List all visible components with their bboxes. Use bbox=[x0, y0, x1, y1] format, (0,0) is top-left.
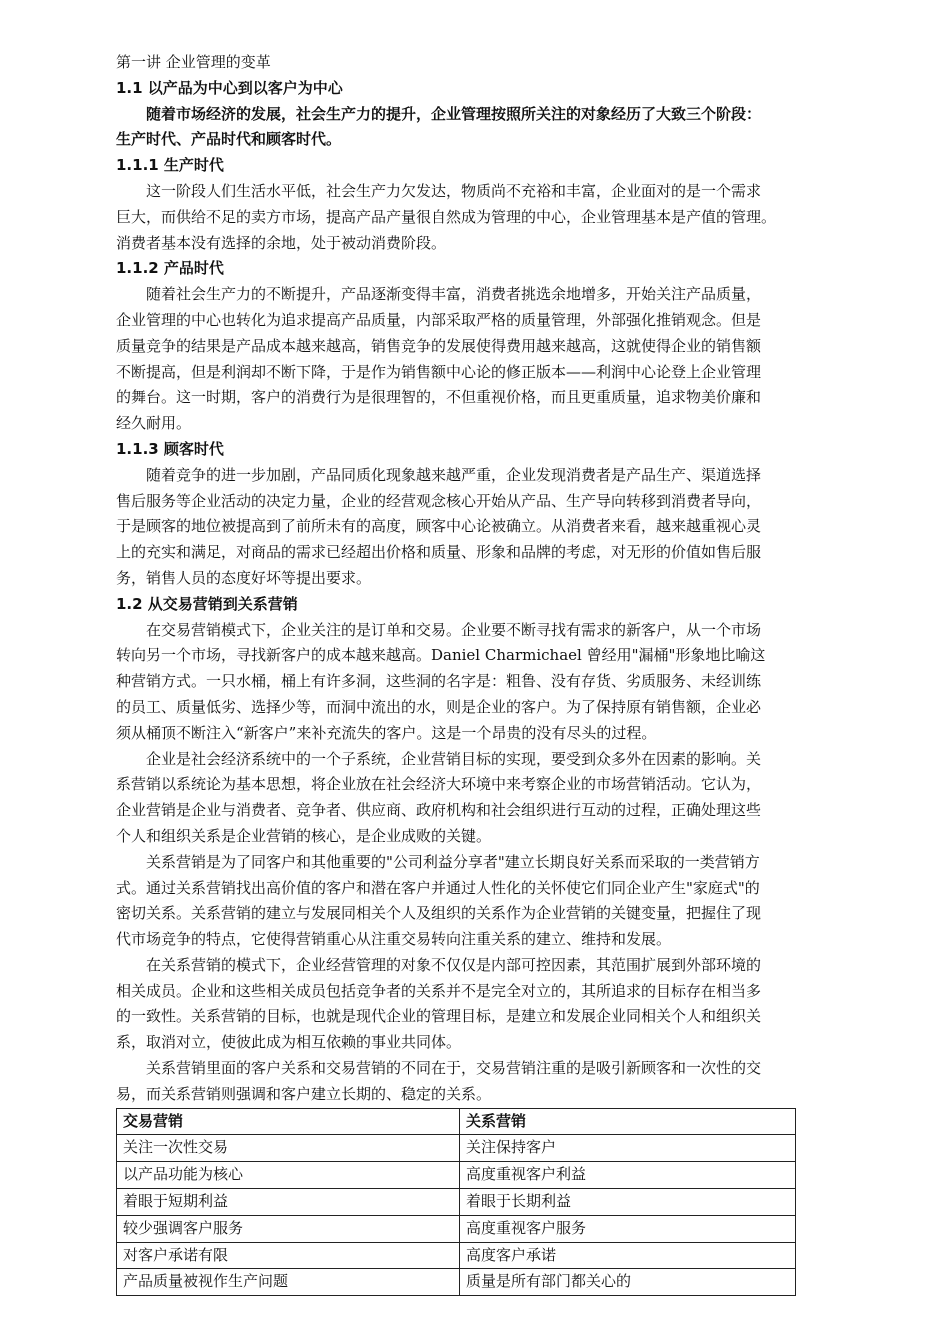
body-line: 系，取消对立，使彼此成为相互依赖的事业共同体。 bbox=[116, 1033, 462, 1052]
section-1-1-3-body bbox=[116, 463, 836, 592]
body-line: 相关成员。企业和这些相关成员包括竞争者的关系并不是完全对立的，其所追求的目标存在相当多 bbox=[116, 981, 762, 1000]
section-1-2-paragraph-1 bbox=[116, 618, 836, 747]
table-cell: 产品质量被视作生产问题 bbox=[117, 1269, 460, 1296]
body-line: 这一阶段人们生活水平低，社会生产力欠发达，物质尚不充裕和丰富，企业面对的是一个需求 bbox=[146, 181, 762, 200]
table-row bbox=[117, 1242, 796, 1269]
document-page bbox=[116, 50, 836, 1296]
body-line: 企业营销是企业与消费者、竞争者、供应商、政府机构和社会组织进行互动的过程，正确处理这些 bbox=[116, 801, 762, 820]
body-line: 转向另一个市场，寻找新客户的成本越来越高。Daniel Charmichael 曾经用"漏桶"形象地比喻这 bbox=[116, 646, 766, 665]
table-cell: 关注一次性交易 bbox=[117, 1135, 460, 1162]
body-line: 的员工、质量低劣、选择少等，而洞中流出的水，则是企业的客户。为了保持原有销售额，企业必 bbox=[116, 697, 762, 716]
body-line: 种营销方式。一只水桶，桶上有许多洞，这些洞的名字是：粗鲁、没有存货、劣质服务、未经训练 bbox=[116, 672, 762, 691]
section-1-1-1-heading: 1.1.1 生产时代 bbox=[116, 156, 224, 175]
section-1-1-2-heading: 1.1.2 产品时代 bbox=[116, 259, 224, 278]
body-line: 代市场竞争的特点，它使得营销重心从注重交易转向注重关系的建立、维持和发展。 bbox=[116, 930, 672, 949]
body-line: 经久耐用。 bbox=[116, 414, 192, 433]
table-cell: 高度客户承诺 bbox=[460, 1242, 796, 1269]
body-line: 在关系营销的模式下，企业经营管理的对象不仅仅是内部可控因素，其范围扩展到外部环境的 bbox=[146, 955, 762, 974]
section-1-2-paragraph-2 bbox=[116, 747, 836, 850]
column-header-relationship: 关系营销 bbox=[460, 1108, 796, 1135]
body-line: 企业管理的中心也转化为追求提高产品质量，内部采取严格的质量管理，外部强化推销观念。但是 bbox=[116, 310, 762, 329]
table-cell: 高度重视客户服务 bbox=[460, 1215, 796, 1242]
section-1-1-2-body bbox=[116, 282, 836, 437]
body-line: 质量竞争的结果是产品成本越来越高，销售竞争的发展使得费用越来越高，这就使得企业的销售额 bbox=[116, 336, 762, 355]
table-row bbox=[117, 1215, 796, 1242]
body-line: 关系营销里面的客户关系和交易营销的不同在于，交易营销注重的是吸引新顾客和一次性的交 bbox=[146, 1059, 762, 1078]
lecture-title: 第一讲 企业管理的变革 bbox=[116, 53, 271, 71]
body-line: 须从桶顶不断注入“新客户”来补充流失的客户。这是一个昂贵的没有尽头的过程。 bbox=[116, 723, 657, 742]
intro-line: 生产时代、产品时代和顾客时代。 bbox=[116, 130, 342, 149]
comparison-table bbox=[116, 1108, 796, 1297]
body-line: 巨大，而供给不足的卖方市场，提高产品产量很自然成为管理的中心，企业管理基本是产值的管理。 bbox=[116, 207, 777, 226]
table-cell: 关注保持客户 bbox=[460, 1135, 796, 1162]
section-1-2-paragraph-4 bbox=[116, 953, 836, 1056]
body-line: 在交易营销模式下，企业关注的是订单和交易。企业要不断寻找有需求的新客户，从一个市场 bbox=[146, 620, 762, 639]
table-cell: 对客户承诺有限 bbox=[117, 1242, 460, 1269]
section-1-2-heading: 1.2 从交易营销到关系营销 bbox=[116, 594, 298, 613]
body-line: 不断提高，但是利润却不断下降，于是作为销售额中心论的修正版本——利润中心论登上企业管理 bbox=[116, 362, 762, 381]
body-line: 企业是社会经济系统中的一个子系统，企业营销目标的实现，要受到众多外在因素的影响。关 bbox=[146, 749, 762, 768]
body-line: 于是顾客的地位被提高到了前所未有的高度，顾客中心论被确立。从消费者来看，越来越重视心灵 bbox=[116, 517, 762, 536]
table-row bbox=[117, 1162, 796, 1189]
table-row bbox=[117, 1135, 796, 1162]
body-line: 随着竞争的进一步加剧，产品同质化现象越来越严重，企业发现消费者是产品生产、渠道选择 bbox=[146, 465, 762, 484]
section-1-1-1-body bbox=[116, 179, 836, 256]
table-cell: 较少强调客户服务 bbox=[117, 1215, 460, 1242]
intro-line: 随着市场经济的发展，社会生产力的提升，企业管理按照所关注的对象经历了大致三个阶段： bbox=[146, 104, 762, 123]
body-line: 随着社会生产力的不断提升，产品逐渐变得丰富，消费者挑选余地增多，开始关注产品质量， bbox=[146, 285, 762, 304]
body-line: 的舞台。这一时期，客户的消费行为是很理智的，不但重视价格，而且更重质量，追求物美价廉和 bbox=[116, 388, 762, 407]
section-1-1-heading: 1.1 以产品为中心到以客户为中心 bbox=[116, 78, 343, 97]
section-1-2-paragraph-3 bbox=[116, 850, 836, 953]
body-line: 消费者基本没有选择的余地，处于被动消费阶段。 bbox=[116, 233, 447, 252]
table-row bbox=[117, 1269, 796, 1296]
column-header-transactional: 交易营销 bbox=[117, 1108, 460, 1135]
body-line: 关系营销是为了同客户和其他重要的"公司利益分享者"建立长期良好关系而采取的一类营销方 bbox=[146, 852, 760, 871]
section-1-2-paragraph-5 bbox=[116, 1056, 836, 1108]
body-line: 的一致性。关系营销的目标，也就是现代企业的管理目标，是建立和发展企业同相关个人和组织关 bbox=[116, 1007, 762, 1026]
table-cell: 高度重视客户利益 bbox=[460, 1162, 796, 1189]
body-line: 上的充实和满足，对商品的需求已经超出价格和质量、形象和品牌的考虑，对无形的价值如售后服 bbox=[116, 543, 762, 562]
body-line: 式。通过关系营销找出高价值的客户和潜在客户并通过人性化的关怀使它们同企业产生"家庭式"的 bbox=[116, 878, 760, 897]
table-cell: 质量是所有部门都关心的 bbox=[460, 1269, 796, 1296]
section-1-1-intro bbox=[116, 102, 836, 154]
table-row bbox=[117, 1189, 796, 1216]
table-cell: 着眼于短期利益 bbox=[117, 1189, 460, 1216]
body-line: 个人和组织关系是企业营销的核心，是企业成败的关键。 bbox=[116, 826, 492, 845]
body-line: 务，销售人员的态度好坏等提出要求。 bbox=[116, 568, 372, 587]
body-line: 售后服务等企业活动的决定力量，企业的经营观念核心开始从产品、生产导向转移到消费者导向， bbox=[116, 491, 762, 510]
body-line: 易，而关系营销则强调和客户建立长期的、稳定的关系。 bbox=[116, 1084, 492, 1103]
body-line: 系营销以系统论为基本思想，将企业放在社会经济大环境中来考察企业的市场营销活动。它认为， bbox=[116, 775, 762, 794]
table-cell: 着眼于长期利益 bbox=[460, 1189, 796, 1216]
section-1-1-3-heading: 1.1.3 顾客时代 bbox=[116, 439, 224, 458]
table-header-row bbox=[117, 1108, 796, 1135]
table-cell: 以产品功能为核心 bbox=[117, 1162, 460, 1189]
body-line: 密切关系。关系营销的建立与发展同相关个人及组织的关系作为企业营销的关键变量，把握住了现 bbox=[116, 904, 762, 923]
